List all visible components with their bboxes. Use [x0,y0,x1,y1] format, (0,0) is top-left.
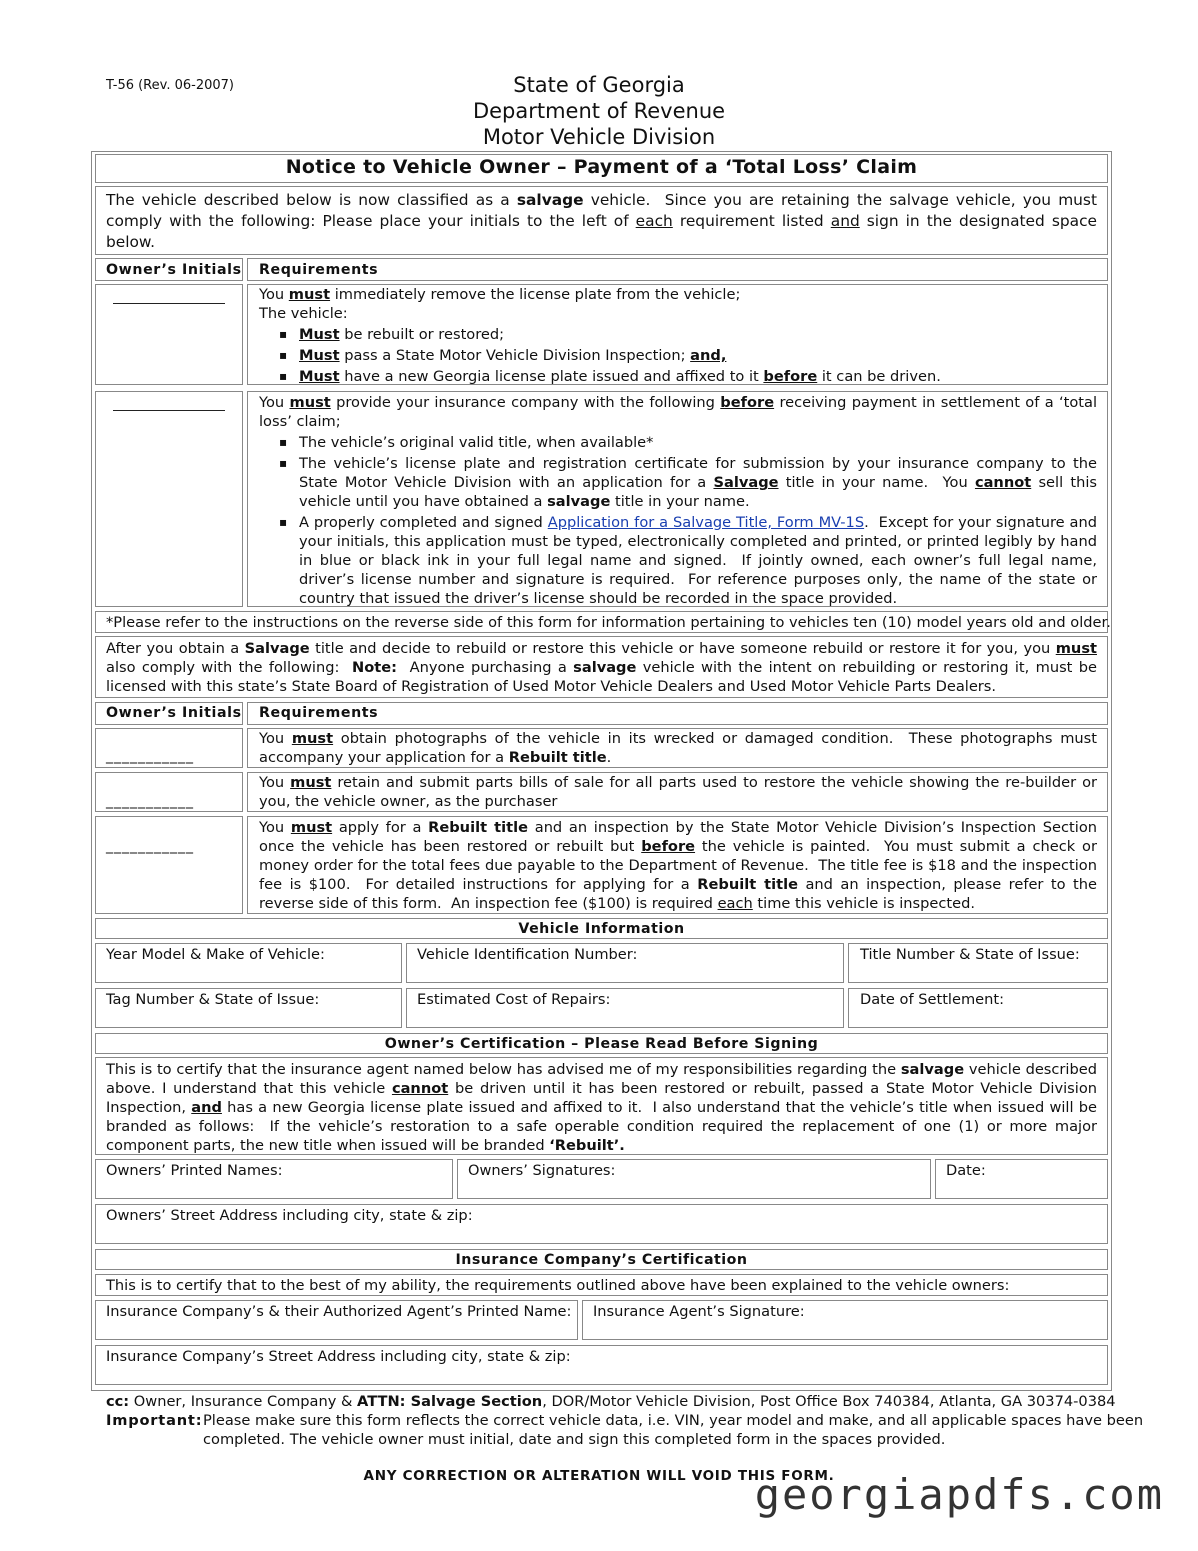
important-line2: completed. The vehicle owner must initial, date and sign this completed form in the spaces provided. [203,1431,946,1448]
initials-cell-1[interactable] [95,284,243,385]
important-label: Important: [106,1412,203,1429]
insurance-cert-text: This is to certify that to the best of my ability, the requirements outlined above have been explained to the vehicle owners: [106,1277,1010,1294]
initials-blank-4[interactable]: ___________ [106,793,194,809]
insurance-address-label: Insurance Company’s Street Address including city, state & zip: [106,1348,571,1365]
repair-cost-label: Estimated Cost of Repairs: [417,991,611,1008]
cc-line [106,1392,1116,1411]
owners-printed-names-label: Owners’ Printed Names: [106,1162,283,1179]
cc-label: cc: [106,1393,130,1410]
initials-blank-5[interactable]: ___________ [106,838,194,854]
void-warning: ANY CORRECTION OR ALTERATION WILL VOID THIS FORM. [363,1468,835,1484]
header-department: Department of Revenue [472,99,726,123]
table2-initials-header: Owner’s Initials [106,705,242,721]
owners-address-label: Owners’ Street Address including city, state & zip: [106,1207,473,1224]
year-model-label: Year Model & Make of Vehicle: [106,946,325,963]
owner-cert-text: This is to certify that the insurance agent named below has advised me of my responsibilities regarding the salvage vehicle described above. I understand that this vehicle cannot be driven until it has been restored or rebuilt, passed a State Motor Vehicle Division Inspection, and has a new Georgia license plate issued and affixed to it. I also understand that the vehicle’s title when issued will be branded as follows: If the vehicle’s restoration to a safe operable condition required the replacement of one (1) or more major component parts, the new title when issued will be branded ‘Rebuilt’. [106,1061,1098,1154]
initials-line-1[interactable] [113,303,225,304]
watermark: georgiapdfs.com [754,1470,1164,1519]
agent-name-label: Insurance Company’s & their Authorized Agent’s Printed Name: [106,1303,572,1320]
vehicle-info-heading: Vehicle Information [518,921,685,937]
agent-signature-label: Insurance Agent’s Signature: [593,1303,805,1320]
form-title: Notice to Vehicle Owner – Payment of a ‘Total Loss’ Claim [285,156,918,178]
form-number: T-56 (Rev. 06-2007) [106,78,234,93]
owners-signatures-label: Owners’ Signatures: [468,1162,616,1179]
requirement-5-text: You must apply for a Rebuilt title and an inspection by the State Motor Vehicle Division’s Inspection Section once the vehicle has been restored or rebuilt but before the vehicle is painted. You must submit a check or money order for the total fees due payable to the Department of Revenue. The title fee is $18 and the inspection fee is $100. For detailed instructions for applying for a Rebuilt title and an inspection, please refer to the reverse side of this form. An inspection fee ($100) is required each time this vehicle is inspected. [259,819,1098,912]
requirement-4-text: You must retain and submit parts bills of sale for all parts used to restore the vehicle showing the re-builder or you, the vehicle owner, as the purchaser [259,774,1097,810]
settlement-date-label: Date of Settlement: [860,991,1005,1008]
initials-line-2[interactable] [113,410,225,411]
cc-text-post: , DOR/Motor Vehicle Division, Post Office Box 740384, Atlanta, GA 30374-0384 [542,1393,1116,1410]
table1-initials-header: Owner’s Initials [106,262,242,278]
requirement-1-text: You must immediately remove the license plate from the vehicle; The vehicle: ▪ Must be rebuilt or restored; ▪ Must pass a State Motor Vehicle Division Inspection; and, ▪ Must have a new Georgia license plate issued and affixed to it before it can be driven. [259,285,1099,386]
initials-cell-2[interactable] [95,391,243,607]
title-number-label: Title Number & State of Issue: [860,946,1080,963]
header-state: State of Georgia [513,73,685,97]
table2-requirements-header: Requirements [259,705,379,721]
insurance-cert-heading: Insurance Company’s Certification [455,1252,748,1268]
owner-cert-heading: Owner’s Certification – Please Read Before Signing [384,1036,819,1052]
requirement-3-text: You must obtain photographs of the vehicle in its wrecked or damaged condition. These photographs must accompany your application for a Rebuilt title. [259,730,1097,766]
intro-text: The vehicle described below is now classified as a salvage vehicle. Since you are retaining the salvage vehicle, you must comply with the following: Please place your initials to the left of each requirement listed and sign in the designated space below. [106,191,1097,251]
owner-date-label: Date: [946,1162,986,1179]
table1-requirements-header: Requirements [259,262,379,278]
initials-cell-5[interactable] [95,816,243,914]
rebuild-intro-text: After you obtain a Salvage title and decide to rebuild or restore this vehicle or have someone rebuild or restore it for you, you must also comply with the following: Note: Anyone purchasing a salvage vehicle with the intent on rebuilding or restoring it, must be licensed with this state’s State Board of Registration of Used Motor Vehicle Dealers and Used Motor Vehicle Parts Dealers. [106,640,1097,695]
important-line1: Please make sure this form reflects the correct vehicle data, i.e. VIN, year model and make, and all applicable spaces have been [203,1412,1144,1429]
header-division: Motor Vehicle Division [482,125,716,149]
tag-number-label: Tag Number & State of Issue: [106,991,320,1008]
cc-attn: ATTN: Salvage Section [357,1393,543,1410]
mv1s-form-link[interactable]: Application for a Salvage Title, Form MV-1S [547,514,865,531]
requirement-2-text: You must provide your insurance company with the following before receiving payment in settlement of a ‘total loss’ claim; ▪ The vehicle’s original valid title, when available* ▪ The vehicle’s license plate and registration certificate for submission by your insurance company to the State Motor Vehicle Division with an application for a Salvage title in your name. You cannot sell this vehicle until you have obtained a salvage title in your name. ▪ A properly completed and signed Application for a Salvage Title, Form MV-1S. Except for your signature and your initials, this application must be typed, electronically completed and printed, or printed legibly by hand in blue or black ink in your full legal name and signed. If jointly owned, each owner’s full legal name, driver’s license number and signature is required. For reference purposes only, the name of the state or country that issued the driver’s license should be recorded in the space provided. [259,393,1097,608]
initials-blank-3[interactable]: ___________ [106,748,194,764]
footnote-text: *Please refer to the instructions on the reverse side of this form for information pertaining to vehicles ten (10) model years old and older. [106,614,1111,631]
cc-text-pre: Owner, Insurance Company & [133,1393,358,1410]
vin-label: Vehicle Identification Number: [417,946,638,963]
